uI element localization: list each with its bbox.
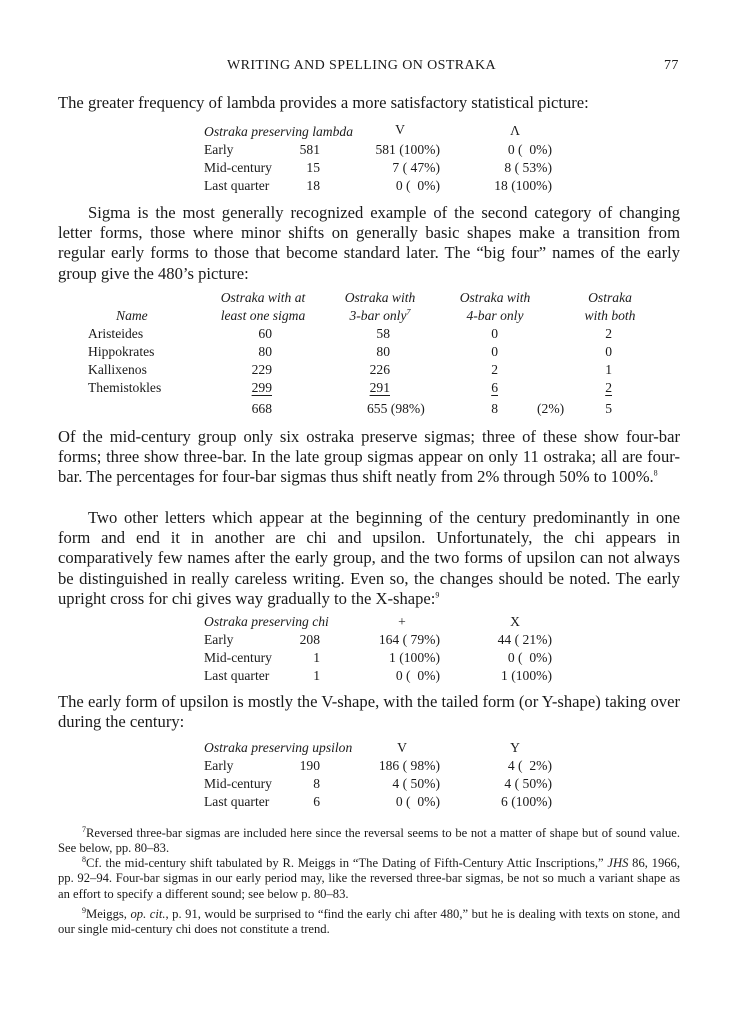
table-lambda-head: Ostraka preserving lambda xyxy=(204,124,354,139)
chi-cross-symbol: + xyxy=(398,614,406,629)
upsilon-v-symbol: V xyxy=(397,740,407,755)
footnote-9: $^9$Meiggs, op. cit., p. 91, would be surprised to “find the early chi after 480,” but he is dealing with texts on stone, and our single mid-century chi does not constitute a trend. xyxy=(58,905,680,937)
paragraph-upsilon: The early form of upsilon is mostly the V-shape, with the tailed form (or Y-shape) taking over during the century: xyxy=(58,692,680,732)
paragraph-chi: Two other letters which appear at the beginning of the century predominantly in one form and end it in another are chi and upsilon. Unfortunately, the chi appears in comparatively few names after the early group, and the two forms of upsilon can not always be distinguished in really careless writing. Even so, the changes should be noted. The early upright cross for chi gives way gradually to the X-shape:$^9$ xyxy=(58,508,680,608)
lambda-variant-v-symbol: V xyxy=(395,122,405,137)
paragraph-mid-century: Of the mid-century group only six ostraka preserve sigmas; three of these show four-bar forms; three show three-bar. In the late group sigmas appear on only 11 ostraka; all are four-bar. The percentages for four-bar sigmas thus shift neatly from 2% through 50% to 100%.$^8$ xyxy=(58,427,680,487)
footnote-8: $^8$Cf. the mid-century shift tabulated by R. Meiggs in “The Dating of Fifth-Century Attic Inscriptions,” JHS 86, 1966, pp. 92–94. Four-bar sigmas in our early period may, like the reversed three-bar sigmas, be not so much a variant shape as an effort to specify a different sound; see below p. 80–83. xyxy=(58,854,680,901)
page-number: 77 xyxy=(664,58,679,73)
column-header-name: Name xyxy=(116,308,148,323)
footnote-7: $^7$Reversed three-bar sigmas are included here since the reversal seems to be not a matter of shape but of sound value. See below, pp. 80–83. xyxy=(58,824,680,856)
footnote-ref-9: 9 xyxy=(435,590,440,600)
chi-x-symbol: X xyxy=(510,614,520,629)
footnote-ref-7: 7 xyxy=(406,307,411,317)
upsilon-y-symbol: Y xyxy=(510,740,520,755)
chapter-title: WRITING AND SPELLING ON OSTRAKA xyxy=(227,58,497,73)
paragraph-sigma: Sigma is the most generally recognized example of the second category of changing letter forms, those where minor shifts on generally basic shapes make a transition from regular early forms to those that become standard later. The “big four” names of the early group give the 480’s picture: xyxy=(58,203,680,283)
lambda-variant-lambda-symbol: Λ xyxy=(510,123,520,138)
paragraph-lambda: The greater frequency of lambda provides a more satisfactory statistical picture: xyxy=(58,93,589,112)
footnote-ref-8: 8 xyxy=(653,468,658,478)
